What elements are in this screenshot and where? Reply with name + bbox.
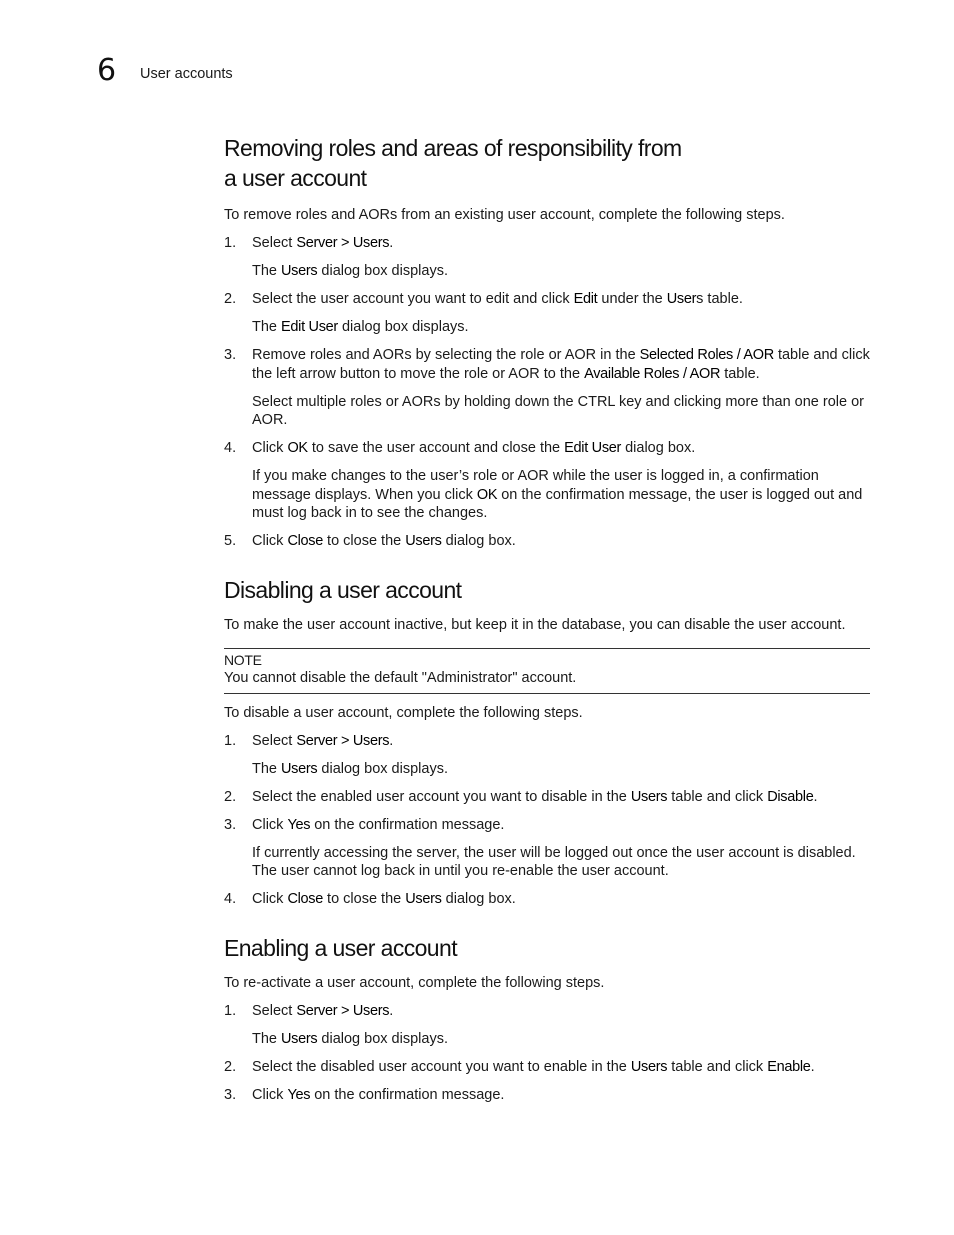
list-item <box>224 732 870 751</box>
step-text: Select the user account you want to edit and click <box>252 291 574 307</box>
step-number: 1. <box>224 1002 237 1019</box>
step-text: Select <box>252 1002 297 1019</box>
step-text: s table. <box>696 291 743 307</box>
step-text: dialog box displays. <box>317 1030 448 1047</box>
step-note <box>224 467 870 523</box>
step-text: table and click the left arrow button to move the role or AOR to the <box>252 347 870 382</box>
list-item <box>224 346 870 383</box>
heading-line-2: a user account <box>224 165 367 191</box>
step-text: dialog box displays. <box>317 263 448 279</box>
step-text: dialog box. <box>441 891 516 907</box>
step-text: table and click <box>667 788 768 805</box>
step-text: Select the enabled user account you want to disable in the <box>252 788 631 805</box>
step-result <box>224 1030 870 1049</box>
step-text: The <box>252 1030 282 1047</box>
step-text: . <box>389 1002 394 1019</box>
ui-term: Users <box>405 533 442 549</box>
step-text: Click <box>252 440 288 456</box>
page-content <box>224 130 870 1104</box>
ui-term: Edit User <box>564 440 622 456</box>
section-intro: To disable a user account, complete the following steps. <box>224 704 583 721</box>
step-number: 4. <box>224 440 237 456</box>
step-text: on the confirmation message. <box>310 1086 505 1103</box>
step-number: 2. <box>224 1058 237 1075</box>
ui-term: Close <box>287 891 324 907</box>
step-text: dialog box. <box>621 440 696 456</box>
ui-term: Edit User <box>281 319 338 335</box>
ui-term: Users <box>281 263 318 279</box>
ui-term: Disable <box>767 788 814 805</box>
menu-path-server-users: Server > Users <box>296 732 390 749</box>
step-number: 3. <box>224 347 237 363</box>
section-intro: To make the user account inactive, but keep it in the database, you can disable the user account. <box>224 616 846 633</box>
note-text: You cannot disable the default "Administrator" account. <box>224 670 577 686</box>
step-text: on the confirmation message. <box>310 816 505 833</box>
step-text: . <box>810 1058 815 1075</box>
ui-term: OK <box>476 486 498 503</box>
step-text: to close the <box>323 891 406 907</box>
list-item <box>224 1002 870 1021</box>
step-text: The <box>252 760 282 777</box>
ui-term: User <box>666 291 697 307</box>
step-text: dialog box. <box>441 533 516 549</box>
step-text: Select <box>252 732 297 749</box>
step-result <box>224 318 870 337</box>
step-result <box>224 760 870 779</box>
ui-term: Selected Roles / AOR <box>639 347 774 363</box>
step-text: under the <box>597 291 667 307</box>
list-item <box>224 816 870 835</box>
note-label: NOTE <box>224 652 262 668</box>
list-item <box>224 439 870 458</box>
ui-term: Users <box>281 760 318 777</box>
menu-path-server-users: Server > Users <box>296 1002 390 1019</box>
step-text: to close the <box>323 533 406 549</box>
step-number: 3. <box>224 1086 237 1103</box>
chapter-number: 6 <box>97 53 117 88</box>
ui-term: Users <box>630 1058 668 1075</box>
step-number: 3. <box>224 816 237 833</box>
step-text: The <box>252 263 282 279</box>
step-text: on the confirmation message, the user is logged out and must log back in to see the changes. <box>252 486 863 521</box>
step-text: . <box>389 732 394 749</box>
section-heading-removing-roles <box>224 133 870 193</box>
step-text: . <box>389 235 394 251</box>
step-text: Select <box>252 235 297 251</box>
step-text: The <box>252 319 282 335</box>
ui-term: Users <box>405 891 442 907</box>
ui-term: OK <box>287 440 308 456</box>
menu-path-server-users: Server > Users <box>296 235 390 251</box>
step-text: Click <box>252 533 288 549</box>
step-text: Remove roles and AORs by selecting the role or AOR in the <box>252 347 640 363</box>
step-text: table. <box>720 365 760 382</box>
note-box <box>224 648 870 694</box>
chapter-title: User accounts <box>140 66 233 82</box>
ui-term: Yes <box>287 816 311 833</box>
step-note: If currently accessing the server, the user will be logged out once the user account is disabled. The user cannot log back in until you re-enable the user account. <box>252 844 856 879</box>
ui-term: Available Roles / AOR <box>584 365 721 382</box>
step-number: 2. <box>224 788 237 805</box>
step-text: dialog box displays. <box>337 319 469 335</box>
list-item <box>224 1058 870 1077</box>
step-text: Click <box>252 816 288 833</box>
step-text: . <box>813 788 818 805</box>
step-number: 1. <box>224 732 237 749</box>
heading-line-1: Removing roles and areas of responsibility from <box>224 135 682 161</box>
ui-term: Enable <box>767 1058 811 1075</box>
step-note: Select multiple roles or AORs by holding down the CTRL key and clicking more than one role or AOR. <box>252 393 864 428</box>
list-item <box>224 1086 870 1105</box>
ui-term: Close <box>287 533 324 549</box>
list-item <box>224 234 870 253</box>
step-text: to save the user account and close the <box>307 440 565 456</box>
step-result <box>224 262 870 281</box>
step-text: dialog box displays. <box>317 760 448 777</box>
section-intro: To re-activate a user account, complete the following steps. <box>224 974 605 991</box>
ui-term: Edit <box>573 291 598 307</box>
list-item <box>224 788 870 807</box>
list-item <box>224 890 870 909</box>
step-text: If you make changes to the user’s role or AOR while the user is logged in, a confirmation message displays. When you click <box>252 468 819 503</box>
step-number: 5. <box>224 533 237 549</box>
list-item <box>224 532 870 551</box>
ui-term: Users <box>630 788 668 805</box>
ui-term: Yes <box>287 1086 311 1103</box>
step-number: 2. <box>224 291 237 307</box>
section-heading-enabling: Enabling a user account <box>224 934 457 961</box>
step-text: table and click <box>667 1058 768 1075</box>
step-text: Click <box>252 1086 288 1103</box>
list-item <box>224 290 870 309</box>
section-intro: To remove roles and AORs from an existing user account, complete the following steps. <box>224 207 785 223</box>
section-heading-disabling: Disabling a user account <box>224 576 462 603</box>
ui-term: Users <box>281 1030 318 1047</box>
step-number: 4. <box>224 891 237 907</box>
step-number: 1. <box>224 235 237 251</box>
step-text: Select the disabled user account you want to enable in the <box>252 1058 631 1075</box>
step-text: Click <box>252 891 288 907</box>
